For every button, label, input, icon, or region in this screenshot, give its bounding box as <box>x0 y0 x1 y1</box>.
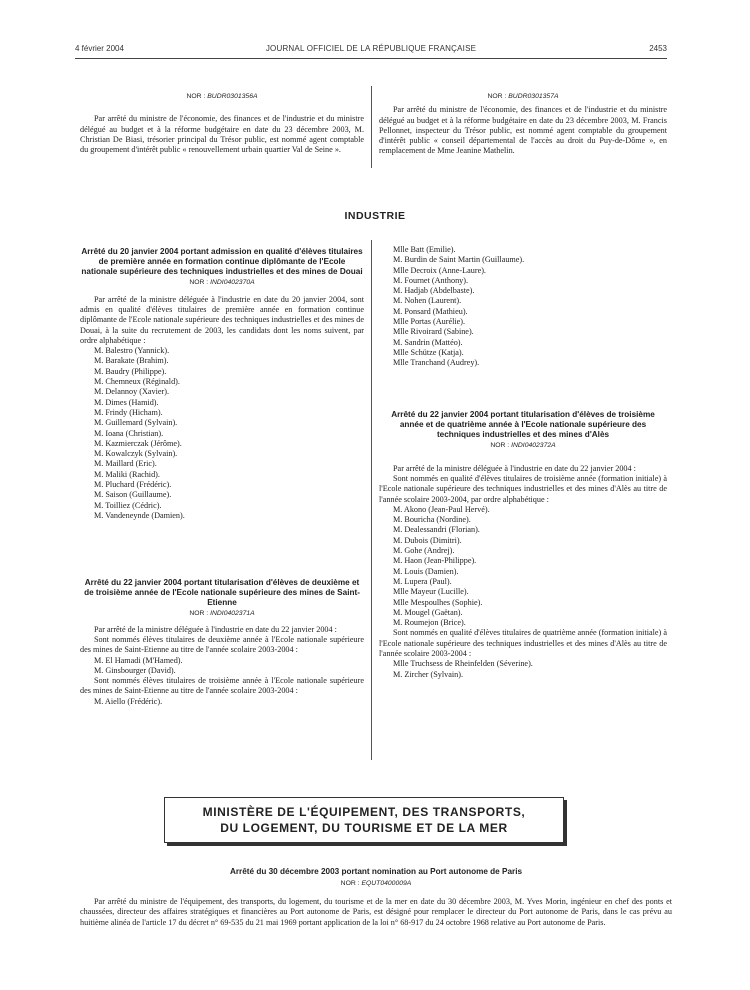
list-item: M. Nohen (Laurent). <box>393 296 462 306</box>
nor-reference: NOR : BUDR0301356A <box>186 93 258 100</box>
arrete-text: Sont nommés élèves titulaires de deuxième année à l'Ecole nationale supérieure des mines de Saint-Etienne au titre de l'année scolaire 2003-2004 : <box>80 634 364 655</box>
name-list <box>379 659 667 680</box>
arrete-text: Sont nommés élèves titulaires de troisième année à l'Ecole nationale supérieure des mines de Saint-Etienne au titre de l'année scolaire 2003-2004 : <box>80 676 364 696</box>
arrete-text: Par arrêté du ministre de l'économie, des finances et de l'industrie et du ministre délégué au budget et à la réforme budgétaire en date du 23 décembre 2003, M. Francis Pellonnet, inspecteur du Trésor public, est nommé agent comptable du groupement d'intérêt public « conseil départemental de l'accès au droit du Puy-de-Dôme », en remplacement de Mme Jeanine Mathelin. <box>379 105 667 156</box>
list-item: M. Haon (Jean-Philippe). <box>393 556 477 566</box>
list-item: Mlle Tranchand (Audrey). <box>393 358 480 368</box>
list-item: M. Maliki (Rachid). <box>94 469 160 479</box>
list-item: M. Lupera (Paul). <box>393 576 452 586</box>
name-list <box>379 245 667 369</box>
column-divider <box>371 86 372 168</box>
page-number: 2453 <box>649 44 667 53</box>
journal-title: JOURNAL OFFICIEL DE LA RÉPUBLIQUE FRANÇAISE <box>265 44 477 53</box>
arrete-1-continued <box>379 245 667 369</box>
list-item: M. Barakate (Brahim). <box>94 356 169 366</box>
ministry-line: DU LOGEMENT, DU TOURISME ET DE LA MER <box>220 821 508 835</box>
arrete-text: Par arrêté de la ministre déléguée à l'industrie en date du 22 janvier 2004 : <box>94 624 337 634</box>
list-item: M. Dealessandri (Florian). <box>393 525 480 535</box>
arrete-text: Par arrêté de la ministre déléguée à l'industrie en date du 22 janvier 2004 : <box>393 463 636 473</box>
list-item: M. Gohe (Andrej). <box>393 546 455 556</box>
name-list <box>80 346 364 521</box>
list-item: M. Dubois (Dimitri). <box>393 535 462 545</box>
arrete-text: Par arrêté de la ministre déléguée à l'industrie en date du 20 janvier 2004, sont admis en qualité d'élèves titulaires de première année en formation continue diplômante de l'Ecole nationale supérieure des techniques industrielles et des mines de Douai, à la suite du recrutement de 2003, les candidats dont les noms suivent, par ordre alphabétique : <box>80 294 364 345</box>
arrete-text: Sont nommés en qualité d'élèves titulaires de quatrième année (formation initiale) à l'Ecole nationale supérieure des techniques industrielles et des mines d'Alès au titre de l'année scolaire 2003-2004 : <box>379 628 667 659</box>
list-item: M. Sandrin (Mattéo). <box>393 337 463 347</box>
list-item: M. Roumejon (Brice). <box>393 618 466 628</box>
arrete-3 <box>379 410 667 680</box>
list-item: M. Ginsbourger (David). <box>94 665 176 675</box>
name-list <box>80 697 364 707</box>
ministry-heading-box <box>164 797 564 843</box>
list-item: M. Guillemard (Sylvain). <box>94 418 178 428</box>
list-item: M. Delannoy (Xavier). <box>94 387 170 397</box>
nor-reference: NOR : BUDR0301357A <box>487 93 559 100</box>
list-item: M. Bouricha (Nordine). <box>393 515 471 525</box>
list-item: M. Balestro (Yannick). <box>94 346 170 356</box>
list-item: M. Vandeneynde (Damien). <box>94 510 185 520</box>
list-item: M. Pluchard (Frédéric). <box>94 480 172 490</box>
top-right-block <box>379 92 667 157</box>
arrete-title: Arrêté du 22 janvier 2004 portant titularisation d'élèves de troisième année et de quatrième année à l'Ecole nationale supérieure des techniques industrielles et des mines d'Alès <box>391 410 655 439</box>
top-left-block <box>80 92 364 155</box>
list-item: M. Maillard (Eric). <box>94 459 157 469</box>
section-title: INDUSTRIE <box>344 210 406 222</box>
list-item: Mlle Decroix (Anne-Laure). <box>393 265 486 275</box>
list-item: M. Fournet (Anthony). <box>393 275 469 285</box>
list-item: M. Ioana (Christian). <box>94 428 164 438</box>
arrete-text: Par arrêté du ministre de l'économie, des finances et de l'industrie et du ministre délégué au budget et à la réforme budgétaire en date du 23 décembre 2003, M. Christian De Biasi, trésorier principal du Trésor public, est nommé agent comptable du groupement d'intérêt public « renouvellement urbain quartier Val de Seine ». <box>80 114 364 155</box>
list-item: M. Kowalczyk (Sylvain). <box>94 449 178 459</box>
arrete-text: Sont nommés en qualité d'élèves titulaires de troisième année (formation initiale) à l'Ecole nationale supérieure des techniques industrielles et des mines d'Alès au titre de l'année scolaire 2003-2004, par ordre alphabétique : <box>379 473 667 504</box>
list-item: Mlle Batt (Emilie). <box>393 245 456 254</box>
list-item: M. Ponsard (Mathieu). <box>393 306 468 316</box>
list-item: M. El Hamadi (M'Hamed). <box>94 655 183 665</box>
list-item: Mlle Truchsess de Rheinfelden (Séverine). <box>393 659 533 669</box>
nor-reference: NOR : EQUT0400009A <box>340 879 412 887</box>
ministry-line: MINISTÈRE DE L'ÉQUIPEMENT, DES TRANSPORTS, <box>202 805 526 819</box>
list-item: Mlle Schütze (Katja). <box>393 347 464 357</box>
list-item: M. Aiello (Frédéric). <box>94 696 163 706</box>
arrete-2 <box>80 578 364 707</box>
arrete-title: Arrêté du 22 janvier 2004 portant titularisation d'élèves de deuxième et de troisième année de l'Ecole nationale supérieure des mines de Saint-Etienne <box>84 578 360 607</box>
list-item: M. Kazmierczak (Jérôme). <box>94 438 182 448</box>
list-item: M. Dimes (Hamid). <box>94 397 159 407</box>
name-list <box>80 656 364 677</box>
list-item: M. Mougel (Gaëtan). <box>393 607 463 617</box>
arrete-title: Arrêté du 30 décembre 2003 portant nomination au Port autonome de Paris <box>229 867 523 876</box>
list-item: M. Zircher (Sylvain). <box>393 669 464 679</box>
header-rule <box>75 58 667 59</box>
column-divider <box>371 240 372 760</box>
list-item: M. Hadjab (Abdelbaste). <box>393 286 475 296</box>
page-header <box>75 44 667 58</box>
nor-reference: NOR : INDI0402370A <box>189 279 255 287</box>
arrete-1 <box>80 247 364 521</box>
list-item: Mlle Rivoirard (Sabine). <box>393 327 474 337</box>
list-item: M. Toilliez (Cédric). <box>94 500 162 510</box>
list-item: M. Saison (Guillaume). <box>94 490 172 500</box>
list-item: M. Burdin de Saint Martin (Guillaume). <box>393 255 525 265</box>
name-list <box>379 505 667 629</box>
list-item: Mlle Portas (Aurélie). <box>393 317 466 327</box>
list-item: Mlle Mayeur (Lucille). <box>393 587 469 597</box>
list-item: Mlle Mespoulhes (Sophie). <box>393 597 483 607</box>
nor-reference: NOR : INDI0402372A <box>490 442 556 450</box>
arrete-text: Par arrêté du ministre de l'équipement, des transports, du logement, du tourisme et de la mer en date du 30 décembre 2003, M. Yves Morin, ingénieur en chef des ponts et chaussées, directeur des affaires stratégiques et financières au Port autonome de Paris, est désigné pour remplacer le directeur du Port autonome de Paris, dans le cas prévu au huitième alinéa de l'article 17 du décret n° 69-535 du 21 mai 1969 portant application de la loi n° 68-917 du 24 octobre 1968 relative au Port autonome de Paris. <box>80 897 672 927</box>
list-item: M. Baudry (Philippe). <box>94 366 167 376</box>
list-item: M. Akono (Jean-Paul Hervé). <box>393 504 490 514</box>
list-item: M. Frindy (Hicham). <box>94 407 163 417</box>
arrete-title: Arrêté du 20 janvier 2004 portant admission en qualité d'élèves titulaires de première année en formation continue diplômante de l'Ecole nationale supérieure des techniques industrielles et des mines de Douai <box>81 247 363 276</box>
list-item: M. Louis (Damien). <box>393 566 459 576</box>
list-item: M. Chemneux (Réginald). <box>94 377 180 387</box>
nor-reference: NOR : INDI0402371A <box>189 610 255 618</box>
header-date: 4 février 2004 <box>75 44 124 53</box>
arrete-4 <box>80 867 672 928</box>
